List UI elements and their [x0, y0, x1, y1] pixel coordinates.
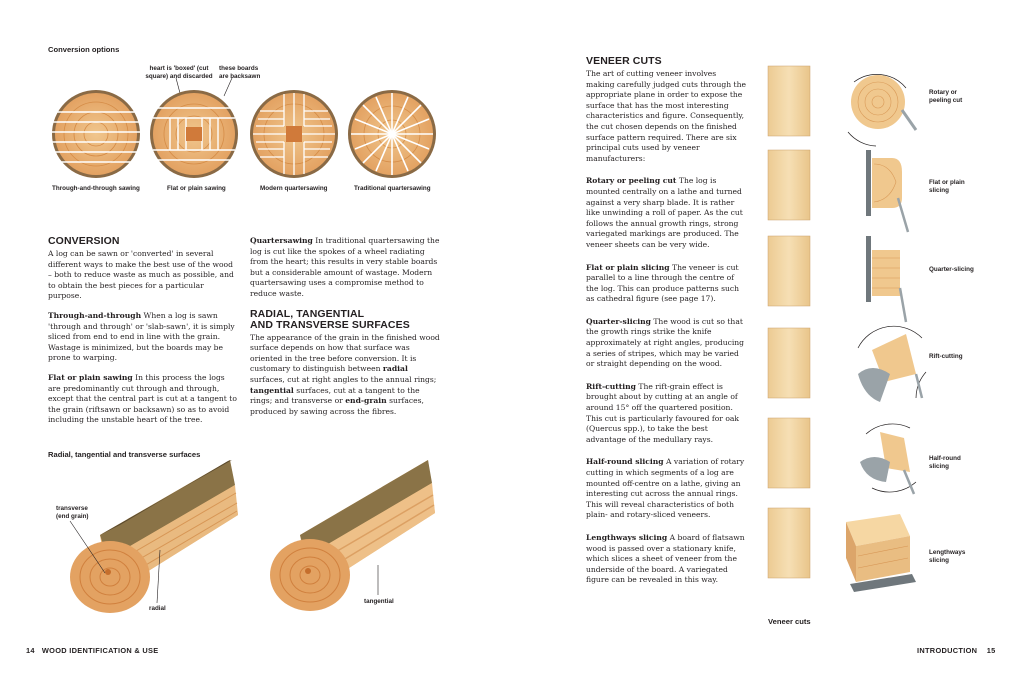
log-through-and-through [52, 90, 140, 178]
folio-right: INTRODUCTION 15 [917, 646, 996, 655]
quartersawing-paragraph: Quartersawing In traditional quartersawing the log is cut like the spokes of a wheel radiating from the heart; this results in very stable boards but a considerable amount of wastage. Modern quartersawing uses a compromise method to reduce waste. [250, 236, 440, 298]
right-page [512, 0, 1024, 673]
flat-paragraph: Flat or plain sawing In this process the logs are predominantly cut through and through, except that the central part is cut at a tangent to the grain (riftsawn or backsawn) so as to avoid including the unstable heart of the tree. [48, 372, 237, 425]
conversion-column [48, 236, 238, 435]
conversion-intro: A log can be sawn or 'converted' in several different ways to make the best use of the wood – both to reduce waste as much as possible, and to obtain the best pieces for a particular purpose. [48, 249, 234, 301]
tangential-label: tangential [364, 598, 394, 605]
rotary-paragraph: Rotary or peeling cut The log is mounted centrally on a lathe and turned against a very sharp blade. It is rather like unwinding a roll of paper. As the cut follows the annual growth rings, strong variegated markings are produced. The veneer sheets can be very wide. [586, 176, 743, 249]
conversion-heading: CONVERSION [48, 235, 120, 247]
label-rift: Rift-cutting [929, 353, 963, 360]
half-round-diagram [860, 424, 916, 494]
surfaces-diagram [60, 455, 460, 625]
through-paragraph: Through-and-through When a log is sawn 'through and through' or 'slab-sawn', it is simply sliced from end to end in line with the grain. Wastage is minimized, but the boards may be prone to warping. [48, 310, 235, 363]
rift-cutting-diagram [858, 326, 926, 402]
caption-flat: Flat or plain sawing [167, 185, 226, 192]
log-radial-cut [70, 460, 238, 613]
surfaces-title: Radial, tangential and transverse surfaces [48, 450, 201, 459]
conversion-options-title: Conversion options [48, 45, 120, 54]
veneer-swatches [768, 66, 810, 578]
rift-cutting-paragraph: Rift-cutting The rift-grain effect is brought about by cutting at an angle of around 15° off the quartered position. This cut is particularly favoured for oak (Quercus spp.), to take the best advantage of the medullary rays. [586, 381, 740, 444]
heart-callout: heart is 'boxed' (cut square) and discarded [145, 65, 213, 80]
veneer-column [586, 56, 746, 595]
lengthways-diagram [846, 514, 916, 592]
folio-left: 14 WOOD IDENTIFICATION & USE [26, 646, 159, 655]
rotary-cut-diagram [848, 74, 916, 146]
label-flat-slicing: Flat or plain slicing [929, 179, 965, 194]
flat-slicing-diagram [866, 150, 908, 232]
quarter-slicing-paragraph: Quarter-slicing The wood is cut so that the growth rings strike the knife approximately at right angles, producing a series of stripes, which may be varied or straight depending on the wood. [586, 316, 745, 369]
log-tangential-cut [270, 460, 435, 611]
quarter-slicing-diagram [866, 236, 906, 322]
backsawn-callout: these boards are backsawn [219, 65, 261, 80]
flat-slicing-paragraph: Flat or plain slicing The veneer is cut parallel to a line through the centre of the log. This can produce patterns such as cathedral figure (see page 17). [586, 262, 740, 304]
radial-paragraph: The appearance of the grain in the finished wood surface depends on how that surface was oriented in the tree before conversion. It is customary to distinguish between radial surfaces, cut at right angles to the annual rings; tangential surfaces, cut at a tangent to the rings; and transverse or end-grain surfaces, produced by sawing across the fibres. [250, 332, 440, 416]
lengthways-paragraph: Lengthways slicing A board of flatsawn wood is passed over a stationary knife, which slices a sheet of veneer from the underside of the board. A variegated figure can be revealed in this way. [586, 532, 745, 585]
veneer-intro: The art of cutting veneer involves making carefully judged cuts through the appropriate plane in order to expose the surface that has the most interesting characteristics and figure. Consequently, the cut chosen depends on the finished surface pattern required. There are six principal cuts used by veneer manufacturers: [586, 69, 746, 163]
label-rotary: Rotary or peeling cut [929, 89, 963, 104]
caption-through: Through-and-through sawing [52, 185, 140, 192]
veneer-cuts-figure [766, 62, 966, 622]
half-round-paragraph: Half-round slicing A variation of rotary cutting in which segments of a log are mounted off-centre on a lathe, giving an interesting cut across the annual rings. This will reveal characteristics of both plain- and rotary-sliced veneers. [586, 457, 745, 520]
conversion-diagrams [46, 78, 466, 178]
transverse-label: transverse (end grain) [56, 505, 89, 520]
caption-traditional-quarter: Traditional quartersawing [354, 185, 431, 192]
radial-heading: RADIAL, TANGENTIAL AND TRANSVERSE SURFACES [250, 307, 410, 331]
label-quarter-slicing: Quarter-slicing [929, 266, 974, 273]
radial-label: radial [149, 605, 166, 612]
log-traditional-quartersawing [348, 90, 436, 178]
caption-modern-quarter: Modern quartersawing [260, 185, 328, 192]
veneer-heading: VENEER CUTS [586, 55, 662, 67]
log-flat-sawing [150, 90, 238, 178]
label-half-round: Half-round slicing [929, 455, 961, 470]
veneer-cuts-caption: Veneer cuts [768, 617, 811, 626]
log-modern-quartersawing [250, 90, 338, 178]
label-lengthways: Lengthways slicing [929, 549, 966, 564]
quartersawing-column [250, 236, 440, 426]
